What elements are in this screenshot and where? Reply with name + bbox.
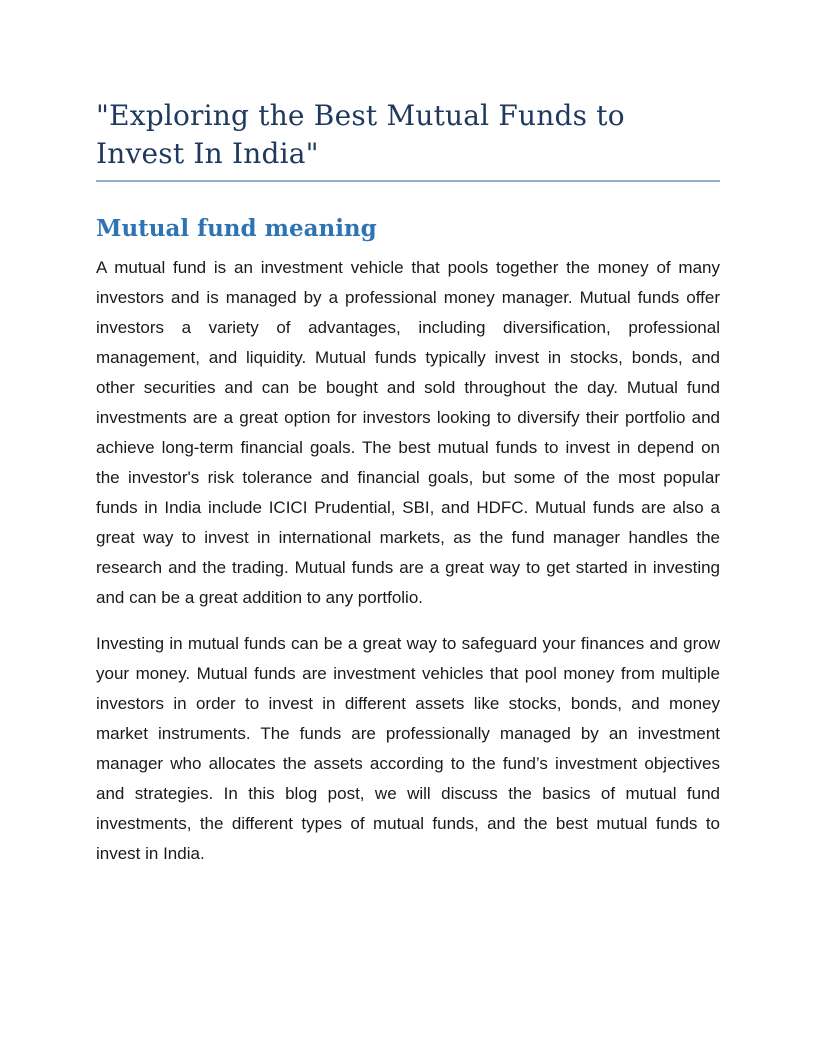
document-title-line-1: "Exploring the Best Mutual Funds to	[96, 99, 625, 132]
body-paragraph-1: A mutual fund is an investment vehicle that pools together the money of many investors and is managed by a professional money manager. Mutual funds offer investors a variety of advantages, including diversification, professional management, and liquidity. Mutual funds typically invest in stocks, bonds, and other securities and can be bought and sold throughout the day. Mutual fund investments are a great option for investors looking to diversify their portfolio and achieve long-term financial goals. The best mutual funds to invest in depend on the investor's risk tolerance and financial goals, but some of the most popular funds in India include ICICI Prudential, SBI, and HDFC. Mutual funds are also a great way to invest in international markets, as the fund manager handles the research and the trading. Mutual funds are a great way to get started in investing and can be a great addition to any portfolio.	[96, 258, 720, 607]
body-paragraph-2: Investing in mutual funds can be a great way to safeguard your finances and grow your money. Mutual funds are investment vehicles that pool money from multiple investors in order to invest in different assets like stocks, bonds, and money market instruments. The funds are professionally managed by an investment manager who allocates the assets according to the fund’s investment objectives and strategies. In this blog post, we will discuss the basics of mutual fund investments, the different types of mutual funds, and the best mutual funds to invest in India.	[96, 634, 720, 863]
section-heading: Mutual fund meaning	[96, 215, 377, 242]
document-title	[96, 97, 720, 182]
document-title-line-2: Invest In India"	[96, 137, 319, 170]
